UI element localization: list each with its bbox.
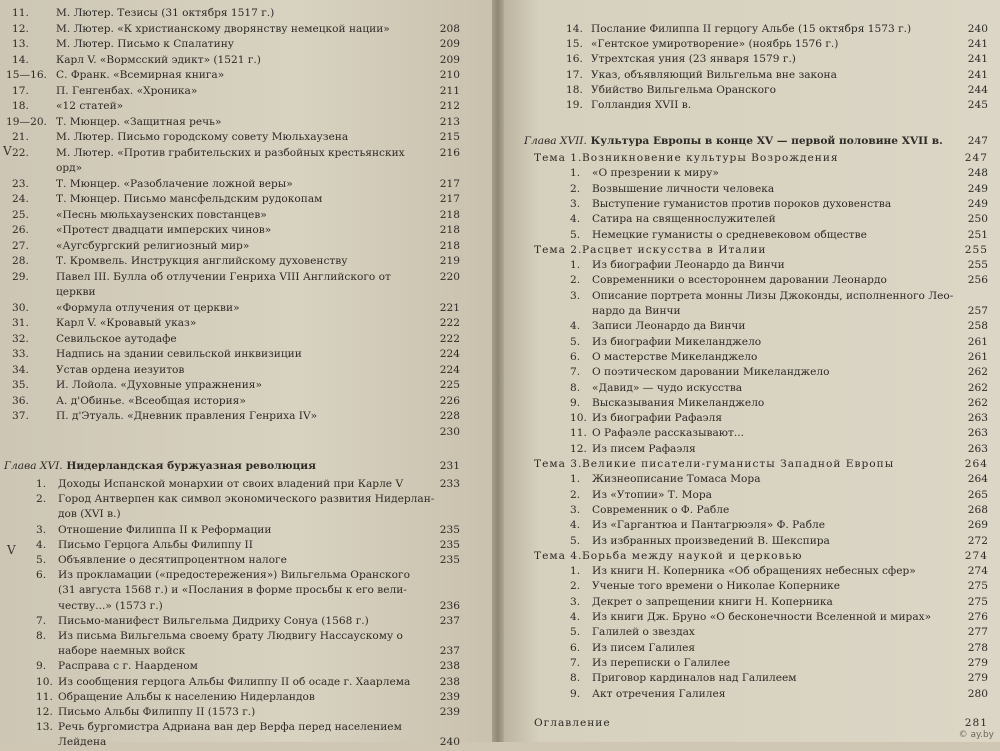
entry-page-number: 247 [964, 152, 988, 164]
entry-title: Карл V. «Вормсский эдикт» (1521 г.) [56, 53, 261, 66]
entry-number: 5. [570, 228, 581, 241]
entry-title: Расправа с г. Наарденом [58, 660, 198, 673]
entry-page-number: 240 [967, 23, 988, 35]
entry-page-number: 239 [439, 690, 460, 703]
entry-page-number: 240 [439, 736, 460, 749]
entry-page-number: 235 [439, 554, 460, 566]
entry-number: 11. [12, 7, 29, 19]
entry-number: 17. [566, 68, 583, 81]
entry-page-number: 256 [967, 274, 988, 287]
entry-number: 31. [12, 317, 29, 329]
entry-title: «Аугсбургский религиозный мир» [56, 239, 250, 252]
entry-number: 25. [12, 208, 29, 221]
entry-number: 7. [570, 366, 581, 379]
entry-page-number: 249 [967, 197, 988, 210]
entry-title: Из книги Дж. Бруно «О бесконечности Вселенной и мирах» [592, 611, 932, 623]
entry-page-number: 212 [439, 100, 460, 112]
entry-title: «12 статей» [56, 100, 124, 112]
entry-number: 32. [12, 332, 29, 345]
entry-title: О поэтическом даровании Микеланджело [592, 366, 830, 379]
entry-title: М. Лютер. «К христианскому дворянству немецкой нации» [56, 22, 390, 35]
entry-number: 15. [566, 38, 583, 51]
entry-number: 5. [570, 626, 581, 639]
entry-page-number: 235 [439, 523, 460, 536]
entry-page-number: 209 [439, 53, 460, 66]
entry-number: 15—16. [6, 69, 47, 81]
entry-title: А. д'Обинье. «Всеобщая история» [56, 394, 246, 407]
entry-page-number: 262 [967, 396, 988, 409]
entry-page-number: 275 [967, 595, 988, 608]
entry-number: 2. [570, 488, 581, 501]
entry-title: О мастерстве Микеланджело [592, 350, 758, 363]
entry-page-number: 274 [964, 549, 988, 562]
entry-page-number: 255 [967, 259, 988, 272]
entry-title: Из биографии Рафаэля [592, 412, 723, 425]
entry-title: Выступение гуманистов против пороков духовенства [592, 197, 892, 210]
entry-page-number: 225 [439, 379, 460, 391]
chapter-title: Культура Европы в конце XV — первой половине XVII в. [590, 135, 943, 147]
entry-title: Декрет о запрещении книги Н. Коперника [592, 595, 833, 608]
watermark: © ay.by [958, 730, 994, 740]
entry-title: Карл V. «Кровавый указ» [56, 317, 197, 329]
entry-page-number: 218 [439, 208, 460, 221]
entry-number: 3. [36, 523, 47, 536]
entry-number: 4. [570, 213, 581, 226]
entry-title: Приговор кардиналов над Галилеем [592, 672, 797, 685]
entry-page-number: 222 [439, 317, 460, 329]
entry-page-number: 213 [439, 115, 460, 128]
entry-page-number: 224 [439, 348, 460, 360]
left-page [0, 0, 496, 749]
entry-title: Из избранных произведений В. Шекспира [592, 534, 830, 547]
entry-number: 2. [570, 182, 581, 195]
entry-number: 12. [36, 706, 53, 718]
toc-entry [0, 733, 496, 751]
chapter-page-number: 231 [439, 460, 460, 472]
entry-title: Т. Мюнцер. Письмо мансфельдским рудокопам [56, 193, 323, 205]
entry-page-number: 263 [967, 427, 988, 440]
entry-title: Жизнеописание Томаса Мора [592, 473, 761, 486]
contents-label: Оглавление [534, 717, 611, 729]
entry-page-number: 264 [967, 473, 988, 486]
entry-page-number: 211 [439, 84, 460, 97]
entry-title: Галилей о звездах [592, 626, 695, 639]
entry-number: 4. [570, 320, 581, 333]
entry-number: 28. [12, 255, 29, 267]
toc-entry [500, 685, 1000, 703]
chapter-heading [524, 132, 1000, 150]
chapter-page-number: 247 [967, 135, 988, 147]
entry-title: Акт отречения Галилея [592, 687, 726, 700]
entry-page-number: 217 [439, 193, 460, 205]
entry-number: 5. [570, 534, 581, 547]
entry-number: 5. [36, 554, 47, 566]
entry-number: 16. [566, 53, 583, 66]
entry-title: Расцвет искусства в Италии [582, 243, 767, 256]
contents-entry [500, 714, 1000, 732]
entry-title: Возвышение личности человека [592, 182, 775, 195]
entry-title: наборе наемных войск [58, 645, 186, 658]
entry-title: Письмо Альбы Филиппу II (1573 г.) [58, 706, 256, 718]
entry-number: 33. [12, 348, 29, 360]
entry-number: 19. [566, 99, 583, 111]
entry-title: Борьба между наукой и церковью [582, 549, 803, 562]
entry-title: И. Лойола. «Духовные упражнения» [56, 379, 262, 391]
entry-number: 1. [570, 167, 581, 180]
entry-number: 1. [36, 478, 47, 490]
entry-number: 4. [36, 538, 47, 551]
entry-number: 1. [570, 565, 581, 578]
entry-page-number: 257 [967, 305, 988, 317]
entry-page-number: 222 [439, 332, 460, 345]
entry-title: Из писем Галилея [592, 641, 696, 654]
entry-page-number: 235 [439, 538, 460, 551]
entry-page-number: 208 [439, 22, 460, 35]
entry-title: М. Лютер. Письмо городскому совету Мюльхаузена [56, 131, 349, 143]
entry-page-number: 261 [967, 335, 988, 348]
entry-number: 19—20. [6, 115, 47, 128]
entry-number: 9. [570, 687, 581, 700]
entry-title: Из «Гаргантюа и Пантагрюэля» Ф. Рабле [592, 519, 825, 532]
entry-page-number: 215 [439, 131, 460, 143]
entry-page-number: 241 [967, 68, 988, 81]
entry-title: Из книги Н. Коперника «Об обращениях небесных сфер» [592, 565, 916, 578]
entry-title: Устав ордена иезуитов [56, 363, 185, 376]
entry-page-number: 255 [964, 243, 988, 256]
right-page [500, 0, 1000, 742]
entry-page-number: 220 [439, 270, 460, 283]
entry-page-number: 274 [967, 565, 988, 578]
entry-page-number: 251 [967, 228, 988, 241]
entry-page-number: 237 [439, 614, 460, 627]
entry-number: 7. [570, 656, 581, 669]
entry-title: Из писем Рафаэля [592, 442, 696, 455]
entry-page-number: 275 [967, 580, 988, 593]
entry-number: 35. [12, 379, 29, 391]
entry-title: Записи Леонардо да Винчи [592, 320, 746, 333]
entry-number: 11. [36, 690, 53, 703]
entry-number: 9. [570, 396, 581, 409]
entry-number: 34. [12, 363, 29, 376]
entry-number: 4. [570, 611, 581, 623]
entry-number: 18. [12, 100, 29, 112]
entry-number: 23. [12, 177, 29, 190]
entry-title: Т. Кромвель. Инструкция английскому духовенству [56, 255, 348, 267]
entry-number: 1. [570, 259, 581, 272]
entry-title: Из сообщения герцога Альбы Филиппу II об осаде г. Хаарлема [58, 675, 411, 688]
chapter-title: Нидерландская буржуазная революция [66, 460, 316, 472]
entry-number: 22. [12, 146, 29, 159]
entry-title: М. Лютер. «Против грабительских и разбойных крестьянских [56, 146, 405, 159]
entry-number: 13. [36, 721, 53, 734]
entry-number: 2. [570, 580, 581, 593]
entry-title: дов (XVI в.) [58, 508, 121, 521]
entry-page-number: 237 [439, 645, 460, 658]
entry-title: честву...» (1573 г.) [58, 599, 163, 612]
entry-number: 8. [570, 381, 581, 394]
contents-page-number: 281 [964, 717, 988, 729]
chapter-label: Глава XVI. [4, 460, 63, 472]
entry-page-number: 279 [967, 672, 988, 685]
entry-title: «Давид» — чудо искусства [592, 381, 743, 394]
entry-number: 11. [570, 427, 587, 440]
entry-title: С. Франк. «Всемирная книга» [56, 69, 225, 81]
entry-number: 24. [12, 193, 29, 205]
entry-number: 13. [12, 38, 29, 50]
entry-number: 14. [12, 53, 29, 66]
entry-page-number: 249 [967, 182, 988, 195]
entry-page-number: 269 [967, 519, 988, 532]
entry-page-number: 241 [967, 38, 988, 51]
entry-title: Письмо Герцога Альбы Филиппу II [58, 538, 253, 551]
entry-number: 18. [566, 83, 583, 96]
entry-title: Высказывания Микеланджело [592, 396, 765, 409]
entry-number: 1. [570, 473, 581, 486]
entry-page-number: 263 [967, 442, 988, 455]
entry-number: 27. [12, 239, 29, 252]
toc-entry [0, 423, 496, 441]
entry-title: О Рафаэле рассказывают... [592, 427, 744, 440]
entry-page-number: 272 [967, 534, 988, 547]
entry-page-number: 221 [439, 301, 460, 314]
entry-page-number: 239 [439, 706, 460, 718]
entry-title: Лейдена [58, 736, 107, 749]
entry-title: Утрехтская уния (23 января 1579 г.) [591, 53, 796, 66]
entry-page-number: 241 [967, 53, 988, 66]
entry-number: 10. [570, 412, 587, 425]
book-gutter [492, 0, 504, 742]
entry-title: Из биографии Микеланджело [592, 335, 762, 348]
entry-number: 21. [12, 131, 29, 143]
pencil-checkmark: V [3, 144, 12, 158]
entry-title: нардо да Винчи [592, 305, 681, 317]
entry-page-number: 230 [439, 425, 460, 438]
entry-number: 8. [36, 630, 47, 642]
entry-title: Современники о всестороннем даровании Леонардо [592, 274, 887, 287]
entry-title: Павел III. Булла об отлучении Генриха VIII Английского от [56, 270, 391, 283]
entry-title: «Протест двадцати имперских чинов» [56, 224, 272, 236]
entry-page-number: 268 [967, 503, 988, 516]
entry-number: 30. [12, 301, 29, 314]
entry-number: Тема 3. [534, 458, 583, 470]
entry-title: М. Лютер. Письмо к Спалатину [56, 38, 235, 50]
entry-page-number: 250 [967, 213, 988, 226]
entry-title: Ученые того времени о Николае Копернике [592, 580, 841, 593]
entry-page-number: 218 [439, 224, 460, 236]
entry-title: Немецкие гуманисты о средневековом обществе [592, 228, 867, 241]
entry-page-number: 216 [439, 146, 460, 159]
entry-number: 26. [12, 224, 29, 236]
entry-page-number: 261 [967, 350, 988, 363]
entry-page-number: 262 [967, 366, 988, 379]
entry-title: П. Генгенбах. «Хроника» [56, 84, 198, 97]
entry-title: Из переписки о Галилее [592, 656, 731, 669]
entry-number: 6. [36, 569, 47, 582]
entry-number: 14. [566, 23, 583, 35]
entry-number: 36. [12, 394, 29, 407]
entry-title: Великие писатели-гуманисты Западной Европы [582, 458, 895, 470]
chapter-heading [4, 457, 496, 475]
entry-title: Убийство Вильгельма Оранского [591, 83, 776, 96]
entry-page-number: 248 [967, 167, 988, 180]
entry-page-number: 265 [967, 488, 988, 501]
entry-title: церкви [56, 286, 96, 298]
entry-title: Речь бургомистра Адриана ван дер Верфа перед населением [58, 721, 402, 734]
entry-page-number: 228 [439, 410, 460, 422]
entry-number: 3. [570, 503, 581, 516]
entry-number: 37. [12, 410, 29, 422]
entry-title: П. д'Этуаль. «Дневник правления Генриха IV» [56, 410, 318, 422]
entry-number: 2. [570, 274, 581, 287]
entry-page-number: 263 [967, 412, 988, 425]
entry-page-number: 276 [967, 611, 988, 623]
entry-title: М. Лютер. Тезисы (31 октября 1517 г.) [56, 7, 275, 19]
entry-page-number: 209 [439, 38, 460, 50]
entry-page-number: 217 [439, 177, 460, 190]
entry-number: 17. [12, 84, 29, 97]
entry-number: 3. [570, 595, 581, 608]
entry-title: Т. Мюнцер. «Разоблачение ложной веры» [56, 177, 293, 190]
entry-page-number: 279 [967, 656, 988, 669]
toc-entry [500, 96, 1000, 114]
entry-number: 12. [570, 442, 587, 455]
entry-title: Отношение Филиппа II к Реформации [58, 523, 272, 536]
entry-page-number: 244 [967, 83, 988, 96]
entry-number: 6. [570, 350, 581, 363]
entry-title: «О презрении к миру» [592, 167, 719, 180]
entry-page-number: 226 [439, 394, 460, 407]
entry-title: Из прокламации («предостережения») Вильгельма Оранского [58, 569, 410, 582]
entry-page-number: 264 [964, 458, 988, 470]
entry-page-number: 238 [439, 660, 460, 673]
entry-number: 29. [12, 270, 29, 283]
entry-title: Указ, объявляющий Вильгельма вне закона [591, 68, 837, 81]
entry-number: 3. [570, 197, 581, 210]
entry-title: Надпись на здании севильской инквизиции [56, 348, 302, 360]
entry-title: Т. Мюнцер. «Защитная речь» [56, 115, 222, 128]
entry-page-number: 245 [967, 99, 988, 111]
entry-number: 3. [570, 289, 581, 302]
entry-title: Севильское аутодафе [56, 332, 177, 345]
entry-number: 6. [570, 641, 581, 654]
entry-page-number: 238 [439, 675, 460, 688]
entry-page-number: 278 [967, 641, 988, 654]
entry-page-number: 218 [439, 239, 460, 252]
entry-number: 10. [36, 675, 53, 688]
entry-number: 9. [36, 660, 47, 673]
entry-number: 2. [36, 493, 47, 506]
entry-page-number: 233 [439, 478, 460, 490]
entry-page-number: 280 [967, 687, 988, 700]
entry-title: Возникновение культуры Возрождения [582, 152, 839, 164]
entry-page-number: 224 [439, 363, 460, 376]
entry-title: Обращение Альбы к населению Нидерландов [58, 690, 315, 703]
entry-title: «Формула отлучения от церкви» [56, 301, 240, 314]
entry-title: Послание Филиппа II герцогу Альбе (15 октября 1573 г.) [591, 23, 912, 35]
entry-title: Город Антверпен как символ экономического развития Нидерлан- [58, 493, 435, 506]
entry-title: Из биографии Леонардо да Винчи [592, 259, 785, 272]
entry-title: Современник о Ф. Рабле [592, 503, 730, 516]
entry-title: Из письма Вильгельма своему брату Людвигу Нассаускому о [58, 630, 403, 642]
entry-number: 4. [570, 519, 581, 532]
entry-number: 7. [36, 614, 47, 627]
entry-title: Голландия XVII в. [591, 99, 692, 111]
entry-title: «Гентское умиротворение» (ноябрь 1576 г.) [591, 38, 839, 51]
entry-number: 12. [12, 22, 29, 35]
entry-page-number: 236 [439, 599, 460, 612]
entry-page-number: 219 [439, 255, 460, 267]
entry-page-number: 258 [967, 320, 988, 333]
entry-page-number: 262 [967, 381, 988, 394]
chapter-label: Глава XVII. [524, 135, 587, 147]
entry-number: Тема 2. [534, 243, 583, 256]
entry-title: Доходы Испанской монархии от своих владений при Карле V [58, 478, 404, 490]
entry-title: (31 августа 1568 г.) и «Послания в форме просьбы к его вели- [58, 584, 407, 597]
entry-page-number: 277 [967, 626, 988, 639]
entry-title: Письмо-манифест Вильгельма Дидриху Сонуа (1568 г.) [58, 614, 369, 627]
entry-page-number: 210 [439, 69, 460, 81]
entry-number: Тема 4. [534, 549, 583, 562]
entry-title: Из «Утопии» Т. Мора [592, 488, 712, 501]
entry-title: «Песнь мюльхаузенских повстанцев» [56, 208, 267, 221]
entry-title: Сатира на священнослужителей [592, 213, 776, 226]
entry-title: Описание портрета монны Лизы Джоконды, исполненного Лео- [592, 289, 954, 302]
entry-number: 8. [570, 672, 581, 685]
entry-number: 5. [570, 335, 581, 348]
entry-title: орд» [56, 162, 83, 174]
entry-title: Объявление о десятипроцентном налоге [58, 554, 287, 566]
pencil-checkmark: V [7, 543, 16, 557]
entry-number: Тема 1. [534, 152, 583, 164]
